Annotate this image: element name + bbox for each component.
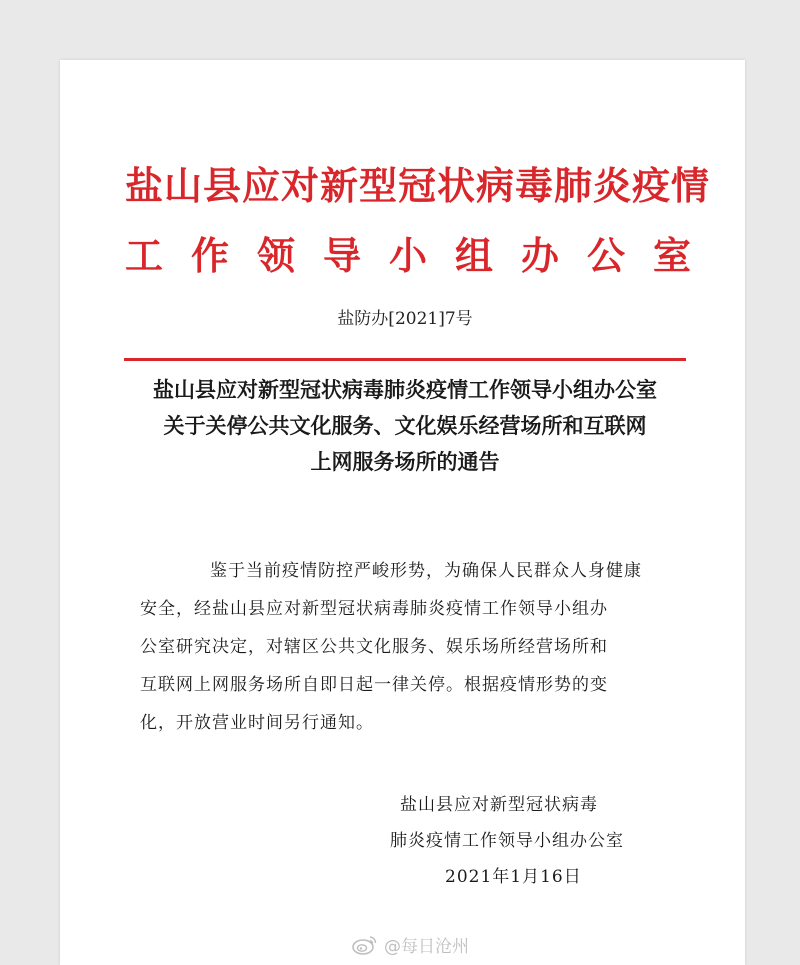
- notice-title-line1: 盐山县应对新型冠状病毒肺炎疫情工作领导小组办公室: [153, 377, 657, 402]
- notice-body: [140, 552, 680, 742]
- issuing-org-header-line1: 盐山县应对新型冠状病毒肺炎疫情: [125, 164, 711, 208]
- source-watermark: [352, 932, 469, 957]
- body-line: 鉴于当前疫情防控严峻形势，为确保人民群众人身健康: [210, 561, 642, 581]
- body-line: 安全，经盐山县应对新型冠状病毒肺炎疫情工作领导小组办: [140, 599, 608, 619]
- notice-title-line2: 关于关停公共文化服务、文化娱乐经营场所和互联网: [163, 413, 647, 438]
- notice-title-line3: 上网服务场所的通告: [310, 449, 500, 474]
- signature-org-line1: 盐山县应对新型冠状病毒: [400, 795, 598, 815]
- signature-org-line2: 肺炎疫情工作领导小组办公室: [390, 831, 624, 851]
- issuing-org-header-line2: 工作领导小组办公室: [125, 234, 720, 278]
- body-line: 化，开放营业时间另行通知。: [140, 713, 374, 733]
- weibo-icon: [352, 934, 378, 956]
- red-divider-line: [124, 358, 686, 361]
- watermark-text: @每日沧州: [384, 937, 469, 957]
- signature-block: [390, 787, 690, 895]
- body-line: 互联网上网服务场所自即日起一律关停。根据疫情形势的变: [140, 675, 608, 695]
- signature-date: 2021年1月16日: [445, 867, 582, 887]
- notice-title: [120, 372, 690, 480]
- body-line: 公室研究决定，对辖区公共文化服务、娱乐场所经营场所和: [140, 637, 608, 657]
- document-number: 盐防办[2021]7号: [337, 309, 473, 329]
